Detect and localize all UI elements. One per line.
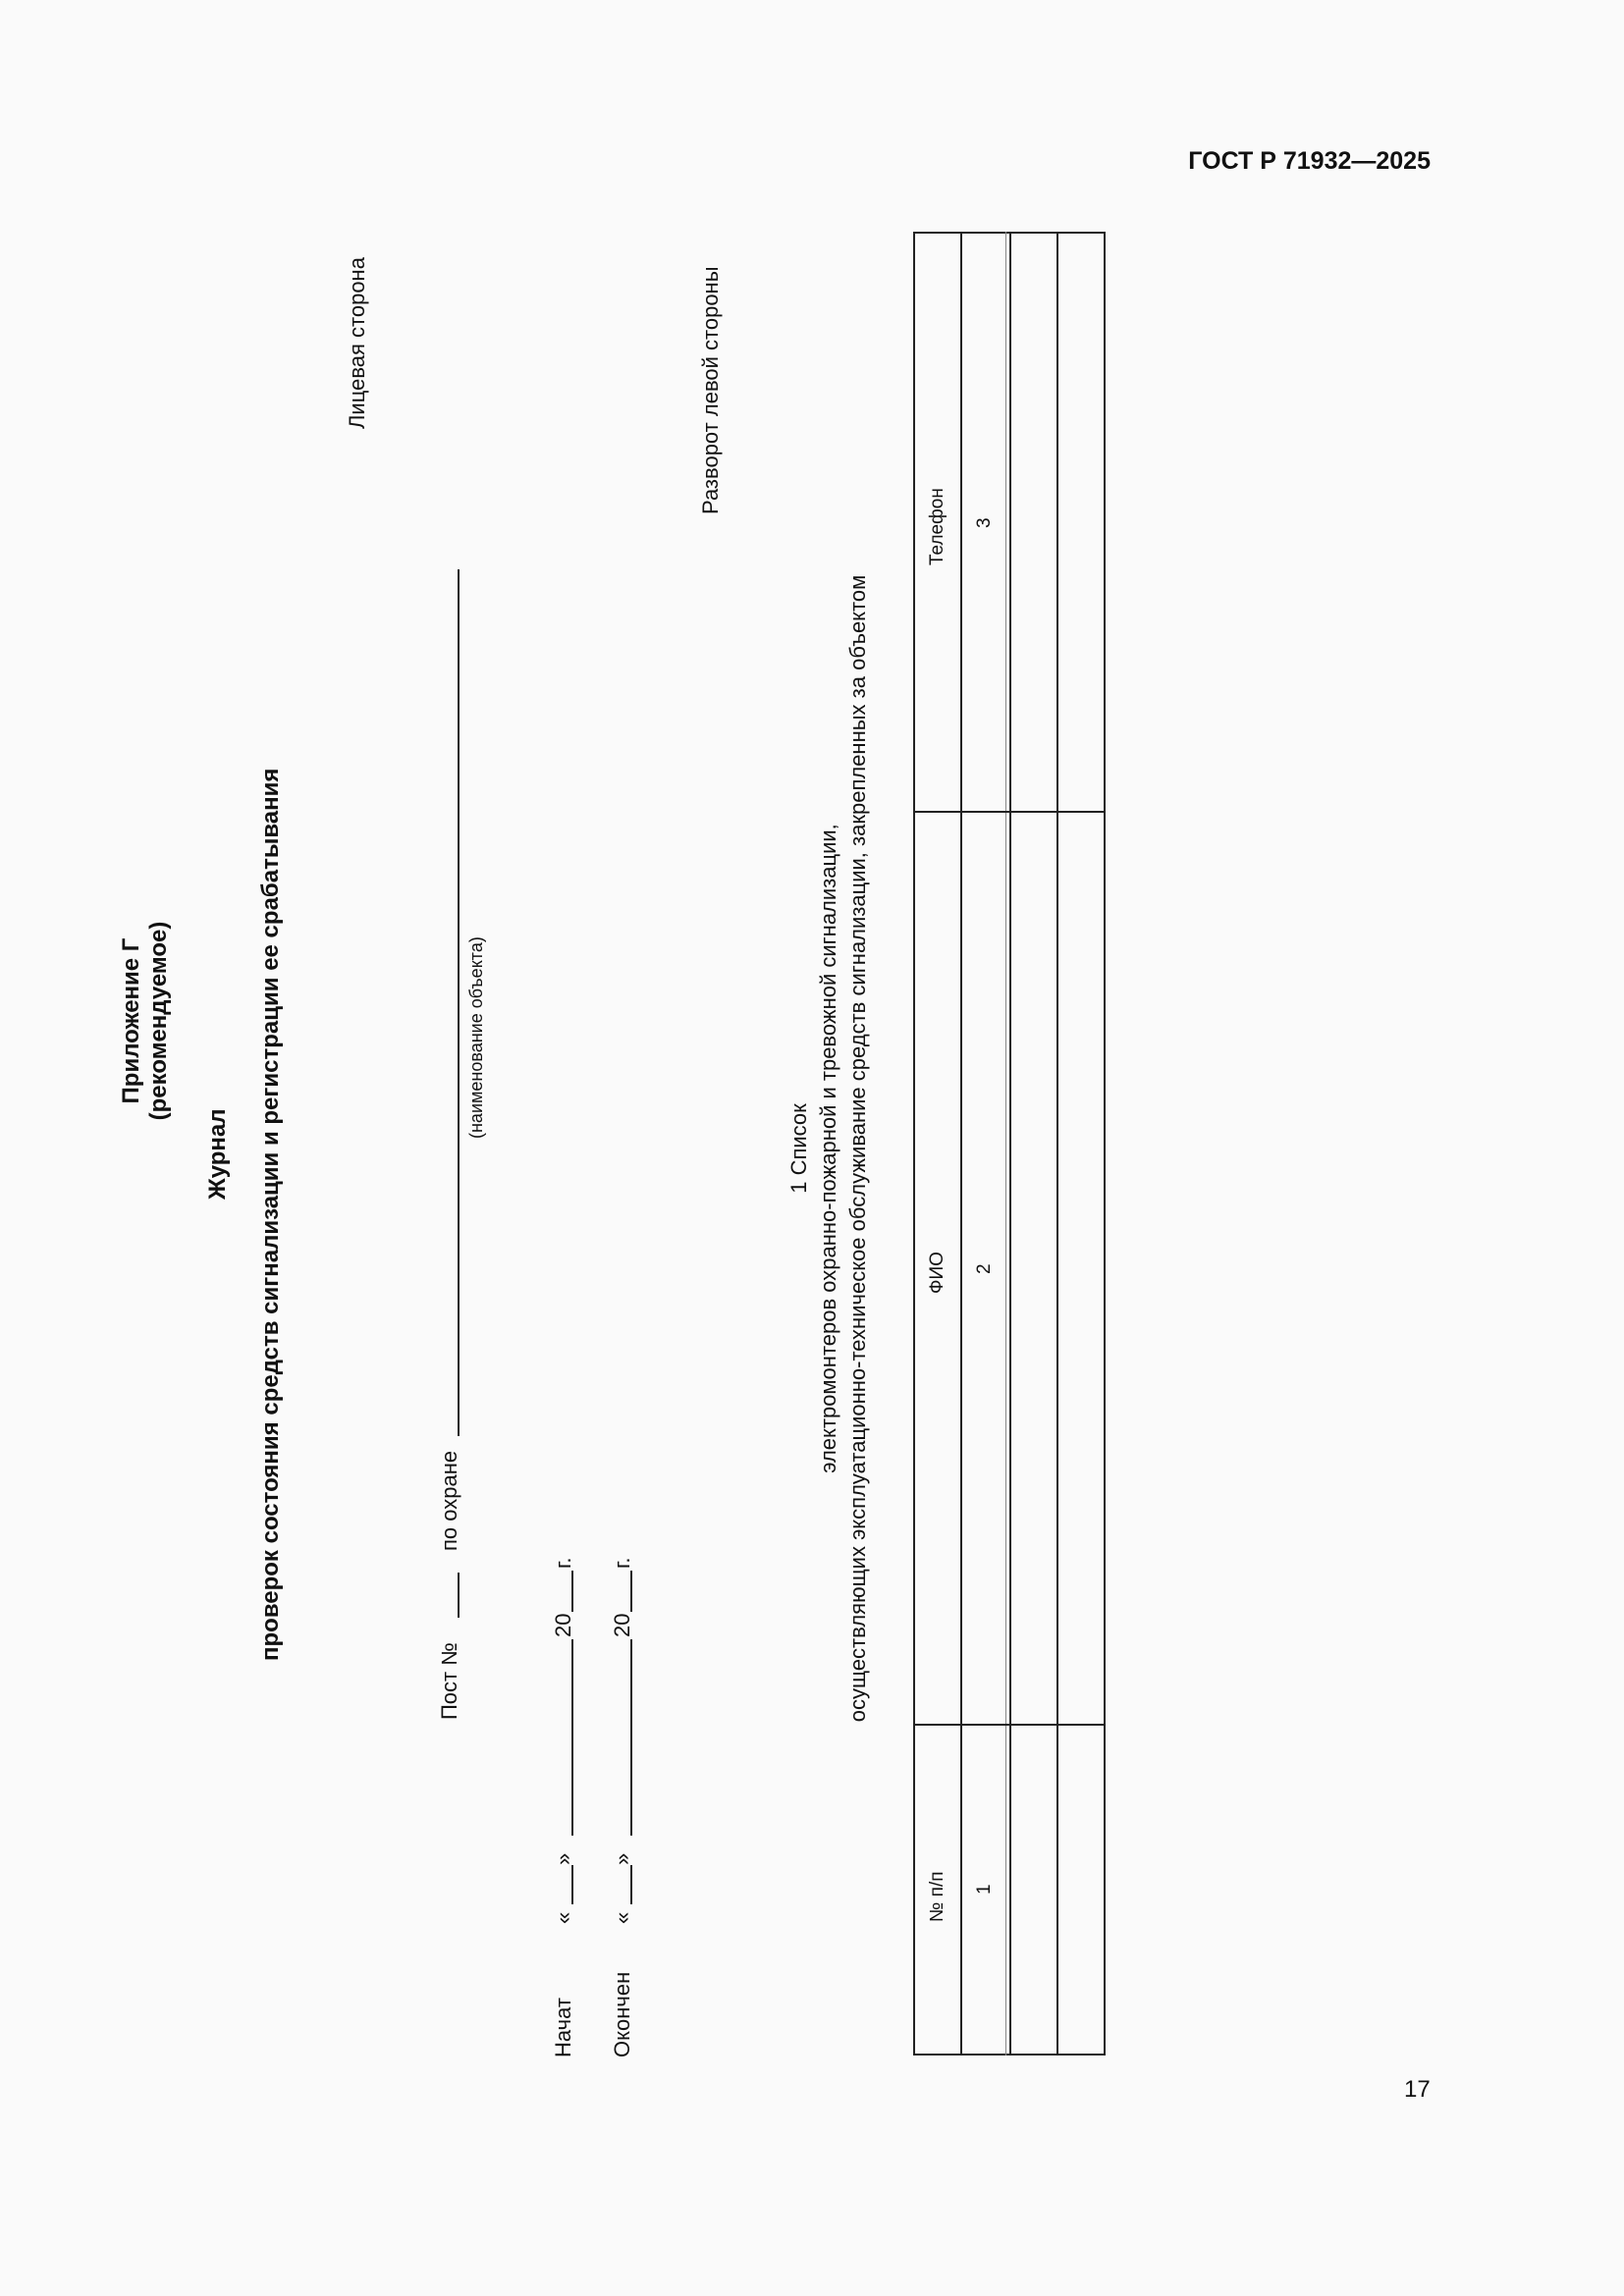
started-quote-open: « bbox=[551, 1911, 575, 1924]
table-rule bbox=[1009, 232, 1011, 2056]
page-number: 17 bbox=[1404, 2076, 1431, 2103]
appendix-status-text: (рекомендуемое) bbox=[145, 921, 172, 1121]
finished-year-suffix: г. bbox=[610, 1557, 634, 1569]
object-name-caption: (наименование объекта) bbox=[466, 936, 486, 1139]
column-number-1: 1 bbox=[974, 1884, 995, 1895]
finished-quote-close: » bbox=[610, 1852, 634, 1865]
started-century: 20 bbox=[551, 1613, 575, 1637]
list-heading bbox=[785, 510, 874, 1787]
post-prefix: Пост № bbox=[437, 1642, 461, 1720]
journal-subtitle: проверок состояния средств сигнализации и регистрации ее срабатывания bbox=[257, 768, 284, 1661]
post-middle: по охране bbox=[437, 1450, 461, 1551]
started-month-underline bbox=[571, 1639, 573, 1836]
table-rule bbox=[913, 811, 1106, 813]
started-year-suffix: г. bbox=[551, 1557, 575, 1569]
object-name-underline bbox=[458, 569, 460, 1436]
journal-title: Журнал bbox=[204, 1108, 231, 1200]
column-number-3: 3 bbox=[974, 517, 995, 528]
front-side-label: Лицевая сторона bbox=[345, 257, 369, 429]
started-year-underline bbox=[571, 1571, 573, 1612]
column-number-2: 2 bbox=[974, 1263, 995, 1274]
finished-century: 20 bbox=[610, 1613, 634, 1637]
finished-month-underline bbox=[630, 1639, 632, 1836]
list-line1: электромонтеров охранно-пожарной и тревожной сигнализации, bbox=[816, 824, 840, 1473]
table-rule bbox=[913, 1724, 1106, 1726]
finished-quote-open: « bbox=[610, 1911, 634, 1924]
list-line2: осуществляющих эксплуатационно-техническое обслуживание средств сигнализации, закрепленных за объектом bbox=[845, 574, 870, 1723]
finished-year-underline bbox=[630, 1571, 632, 1612]
left-spread-label: Разворот левой стороны bbox=[698, 266, 723, 514]
column-header-number: № п/п bbox=[927, 1871, 947, 1922]
appendix-title bbox=[118, 766, 173, 1276]
table-rule bbox=[1005, 232, 1006, 2056]
finished-day-underline bbox=[630, 1865, 632, 1904]
post-number-underline bbox=[458, 1573, 460, 1618]
list-title: 1 Список bbox=[786, 1103, 811, 1194]
column-header-phone: Телефон bbox=[927, 488, 947, 565]
finished-label: Окончен bbox=[610, 1971, 634, 2057]
table-rule bbox=[1056, 232, 1058, 2056]
document-code: ГОСТ Р 71932—2025 bbox=[1188, 147, 1431, 175]
started-quote-close: » bbox=[551, 1852, 575, 1865]
started-label: Начат bbox=[551, 1998, 575, 2057]
appendix-title-text: Приложение Г bbox=[118, 937, 144, 1104]
column-header-name: ФИО bbox=[927, 1252, 947, 1294]
table-rule bbox=[960, 232, 962, 2056]
started-day-underline bbox=[571, 1865, 573, 1904]
